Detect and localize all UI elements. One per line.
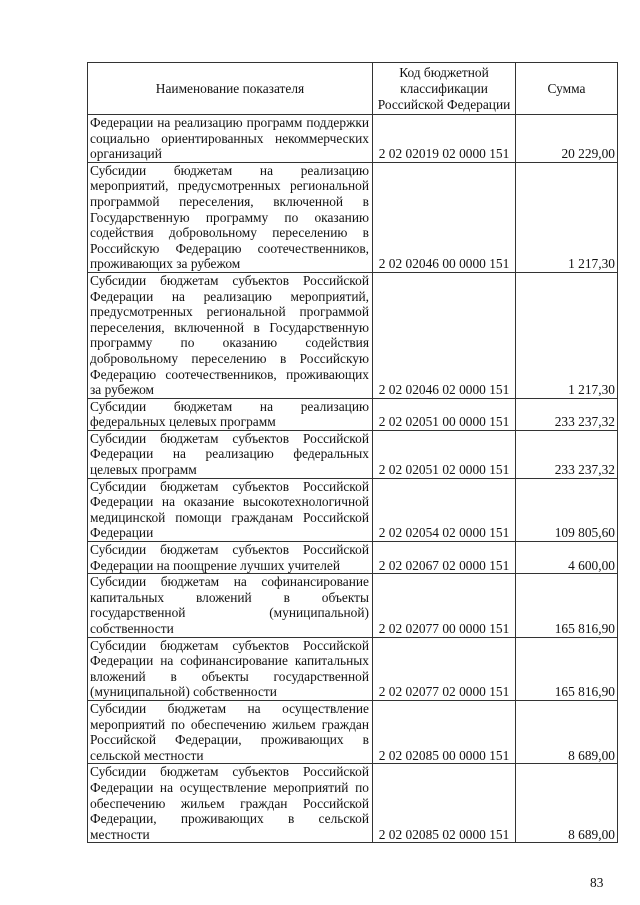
row-sum: 8 689,00 [516,764,618,843]
table-row [88,430,618,478]
table-row [88,574,618,637]
row-code: 2 02 02077 02 0000 151 [373,637,516,700]
row-code: 2 02 02077 00 0000 151 [373,574,516,637]
row-name: Субсидии бюджетам субъектов Российской Федерации на осуществление мероприятий по обеспечению жильем граждан Российской Федерации, проживающих в сельской местности [88,764,373,843]
row-code: 2 02 02019 02 0000 151 [373,115,516,163]
table-row [88,162,618,272]
table-row [88,700,618,763]
row-name: Субсидии бюджетам субъектов Российской Федерации на софинансирование капитальных вложений в объекты государственной (муниципальной) собственности [88,637,373,700]
table-row [88,478,618,541]
table-header-row [88,63,618,115]
row-sum: 165 816,90 [516,637,618,700]
row-sum: 109 805,60 [516,478,618,541]
table-row [88,637,618,700]
row-name: Субсидии бюджетам субъектов Российской Федерации на реализацию мероприятий, предусмотренных региональной программой переселения, включенной в Государственную программу по оказанию содействия добровольному переселению в Российскую Федерацию соотечественников, проживающих за рубежом [88,272,373,398]
row-name: Субсидии бюджетам на осуществление мероприятий по обеспечению жильем граждан Российской Федерации, проживающих в сельской местности [88,700,373,763]
row-code: 2 02 02067 02 0000 151 [373,542,516,574]
row-code: 2 02 02051 00 0000 151 [373,398,516,430]
row-name: Субсидии бюджетам на софинансирование капитальных вложений в объекты государственной (муниципальной) собственности [88,574,373,637]
row-name: Федерации на реализацию программ поддержки социально ориентированных некоммерческих организаций [88,115,373,163]
row-code: 2 02 02085 02 0000 151 [373,764,516,843]
header-sum: Сумма [516,63,618,115]
row-sum: 1 217,30 [516,162,618,272]
header-code: Код бюджетной классификации Российской Федерации [373,63,516,115]
header-name: Наименование показателя [88,63,373,115]
row-sum: 233 237,32 [516,430,618,478]
row-sum: 20 229,00 [516,115,618,163]
row-code: 2 02 02085 00 0000 151 [373,700,516,763]
row-name: Субсидии бюджетам субъектов Российской Федерации на оказание высокотехнологичной медицинской помощи гражданам Российской Федерации [88,478,373,541]
table-row [88,398,618,430]
row-code: 2 02 02054 02 0000 151 [373,478,516,541]
table-row [88,542,618,574]
row-name: Субсидии бюджетам на реализацию федеральных целевых программ [88,398,373,430]
row-name: Субсидии бюджетам на реализацию мероприятий, предусмотренных региональной программой переселения, включенной в Государственную программу по оказанию содействия добровольному переселению в Российскую Федерацию соотечественников, проживающих за рубежом [88,162,373,272]
row-sum: 4 600,00 [516,542,618,574]
row-code: 2 02 02046 02 0000 151 [373,272,516,398]
row-name: Субсидии бюджетам субъектов Российской Федерации на поощрение лучших учителей [88,542,373,574]
page-number: 83 [590,875,604,890]
row-code: 2 02 02051 02 0000 151 [373,430,516,478]
row-sum: 233 237,32 [516,398,618,430]
row-sum: 165 816,90 [516,574,618,637]
budget-table [87,62,618,843]
table-row [88,115,618,163]
row-sum: 8 689,00 [516,700,618,763]
row-name: Субсидии бюджетам субъектов Российской Федерации на реализацию федеральных целевых программ [88,430,373,478]
table-row [88,272,618,398]
row-code: 2 02 02046 00 0000 151 [373,162,516,272]
row-sum: 1 217,30 [516,272,618,398]
table-row [88,764,618,843]
